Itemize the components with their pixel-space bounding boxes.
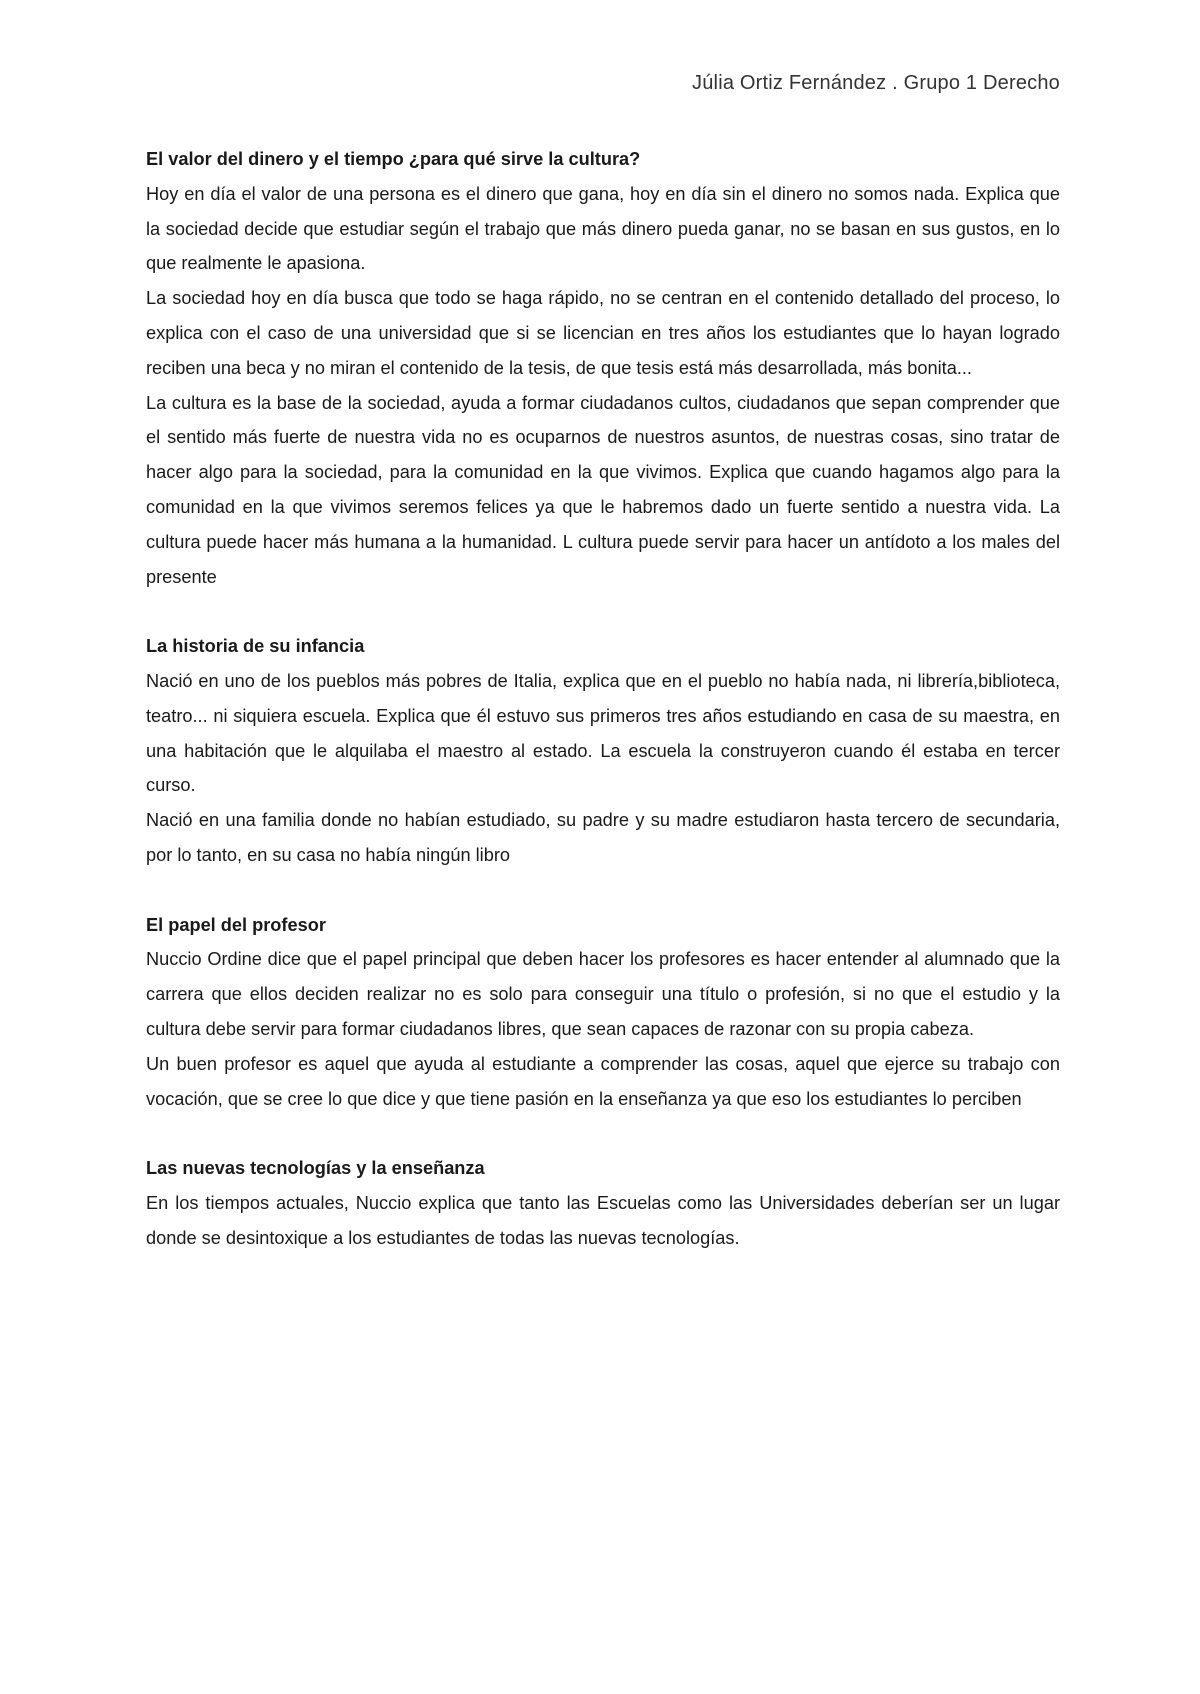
section-title: El papel del profesor xyxy=(146,914,326,935)
paragraph: Hoy en día el valor de una persona es el dinero que gana, hoy en día sin el dinero no somos nada. Explica que la sociedad decide que estudiar según el trabajo que más dinero pueda ganar, no se basan en sus gustos, en lo que realmente le apasiona. xyxy=(146,183,1060,274)
section-valor-dinero xyxy=(146,142,1060,594)
paragraph: En los tiempos actuales, Nuccio explica que tanto las Escuelas como las Universidades deberían ser un lugar donde se desintoxique a los estudiantes de todas las nuevas tecnologías. xyxy=(146,1192,1060,1248)
section-historia-infancia xyxy=(146,629,1060,873)
section-title: El valor del dinero y el tiempo ¿para qué sirve la cultura? xyxy=(146,149,641,169)
document-body xyxy=(146,142,1060,1256)
paragraph: Un buen profesor es aquel que ayuda al estudiante a comprender las cosas, aquel que ejerce su trabajo con vocación, que se cree lo que dice y que tiene pasión en la enseñanza ya que eso los estudiantes lo perciben xyxy=(146,1053,1060,1109)
paragraph: La cultura es la base de la sociedad, ayuda a formar ciudadanos cultos, ciudadanos que sepan comprender que el sentido más fuerte de nuestra vida no es ocuparnos de nuestros asuntos, de nuestras cosas, sino tratar de hacer algo para la sociedad, para la comunidad en la que vivimos. Explica que cuando hagamos algo para la comunidad en la que vivimos seremos felices ya que le habremos dado un fuerte sentido a nuestra vida. La cultura puede hacer más humana a la humanidad. L cultura puede servir para hacer un antídoto a los males del presente xyxy=(146,392,1060,587)
paragraph: Nació en uno de los pueblos más pobres de Italia, explica que en el pueblo no había nada, ni librería,biblioteca, teatro... ni siquiera escuela. Explica que él estuvo sus primeros tres años estudiando en casa de su maestra, en una habitación que le alquilaba el maestro al estado. La escuela la construyeron cuando él estaba en tercer curso. xyxy=(146,670,1060,796)
author-header: Júlia Ortiz Fernández . Grupo 1 Derecho xyxy=(692,72,1060,94)
document-page xyxy=(146,0,1060,1694)
section-papel-profesor xyxy=(146,908,1060,1117)
section-title: La historia de su infancia xyxy=(146,636,365,657)
section-title: Las nuevas tecnologías y la enseñanza xyxy=(146,1158,485,1179)
paragraph: Nuccio Ordine dice que el papel principal que deben hacer los profesores es hacer entender al alumnado que la carrera que ellos deciden realizar no es solo para conseguir una título o profesión, si no que el estudio y la cultura debe servir para formar ciudadanos libres, que sean capaces de razonar con su propia cabeza. xyxy=(146,949,1060,1039)
paragraph: Nació en una familia donde no habían estudiado, su padre y su madre estudiaron hasta tercero de secundaria, por lo tanto, en su casa no había ningún libro xyxy=(146,810,1060,865)
section-nuevas-tecnologias xyxy=(146,1151,1060,1255)
paragraph: La sociedad hoy en día busca que todo se haga rápido, no se centran en el contenido detallado del proceso, lo explica con el caso de una universidad que si se licencian en tres años los estudiantes que lo hayan logrado reciben una beca y no miran el contenido de la tesis, de que tesis está más desarrollada, más bonita... xyxy=(146,288,1060,378)
